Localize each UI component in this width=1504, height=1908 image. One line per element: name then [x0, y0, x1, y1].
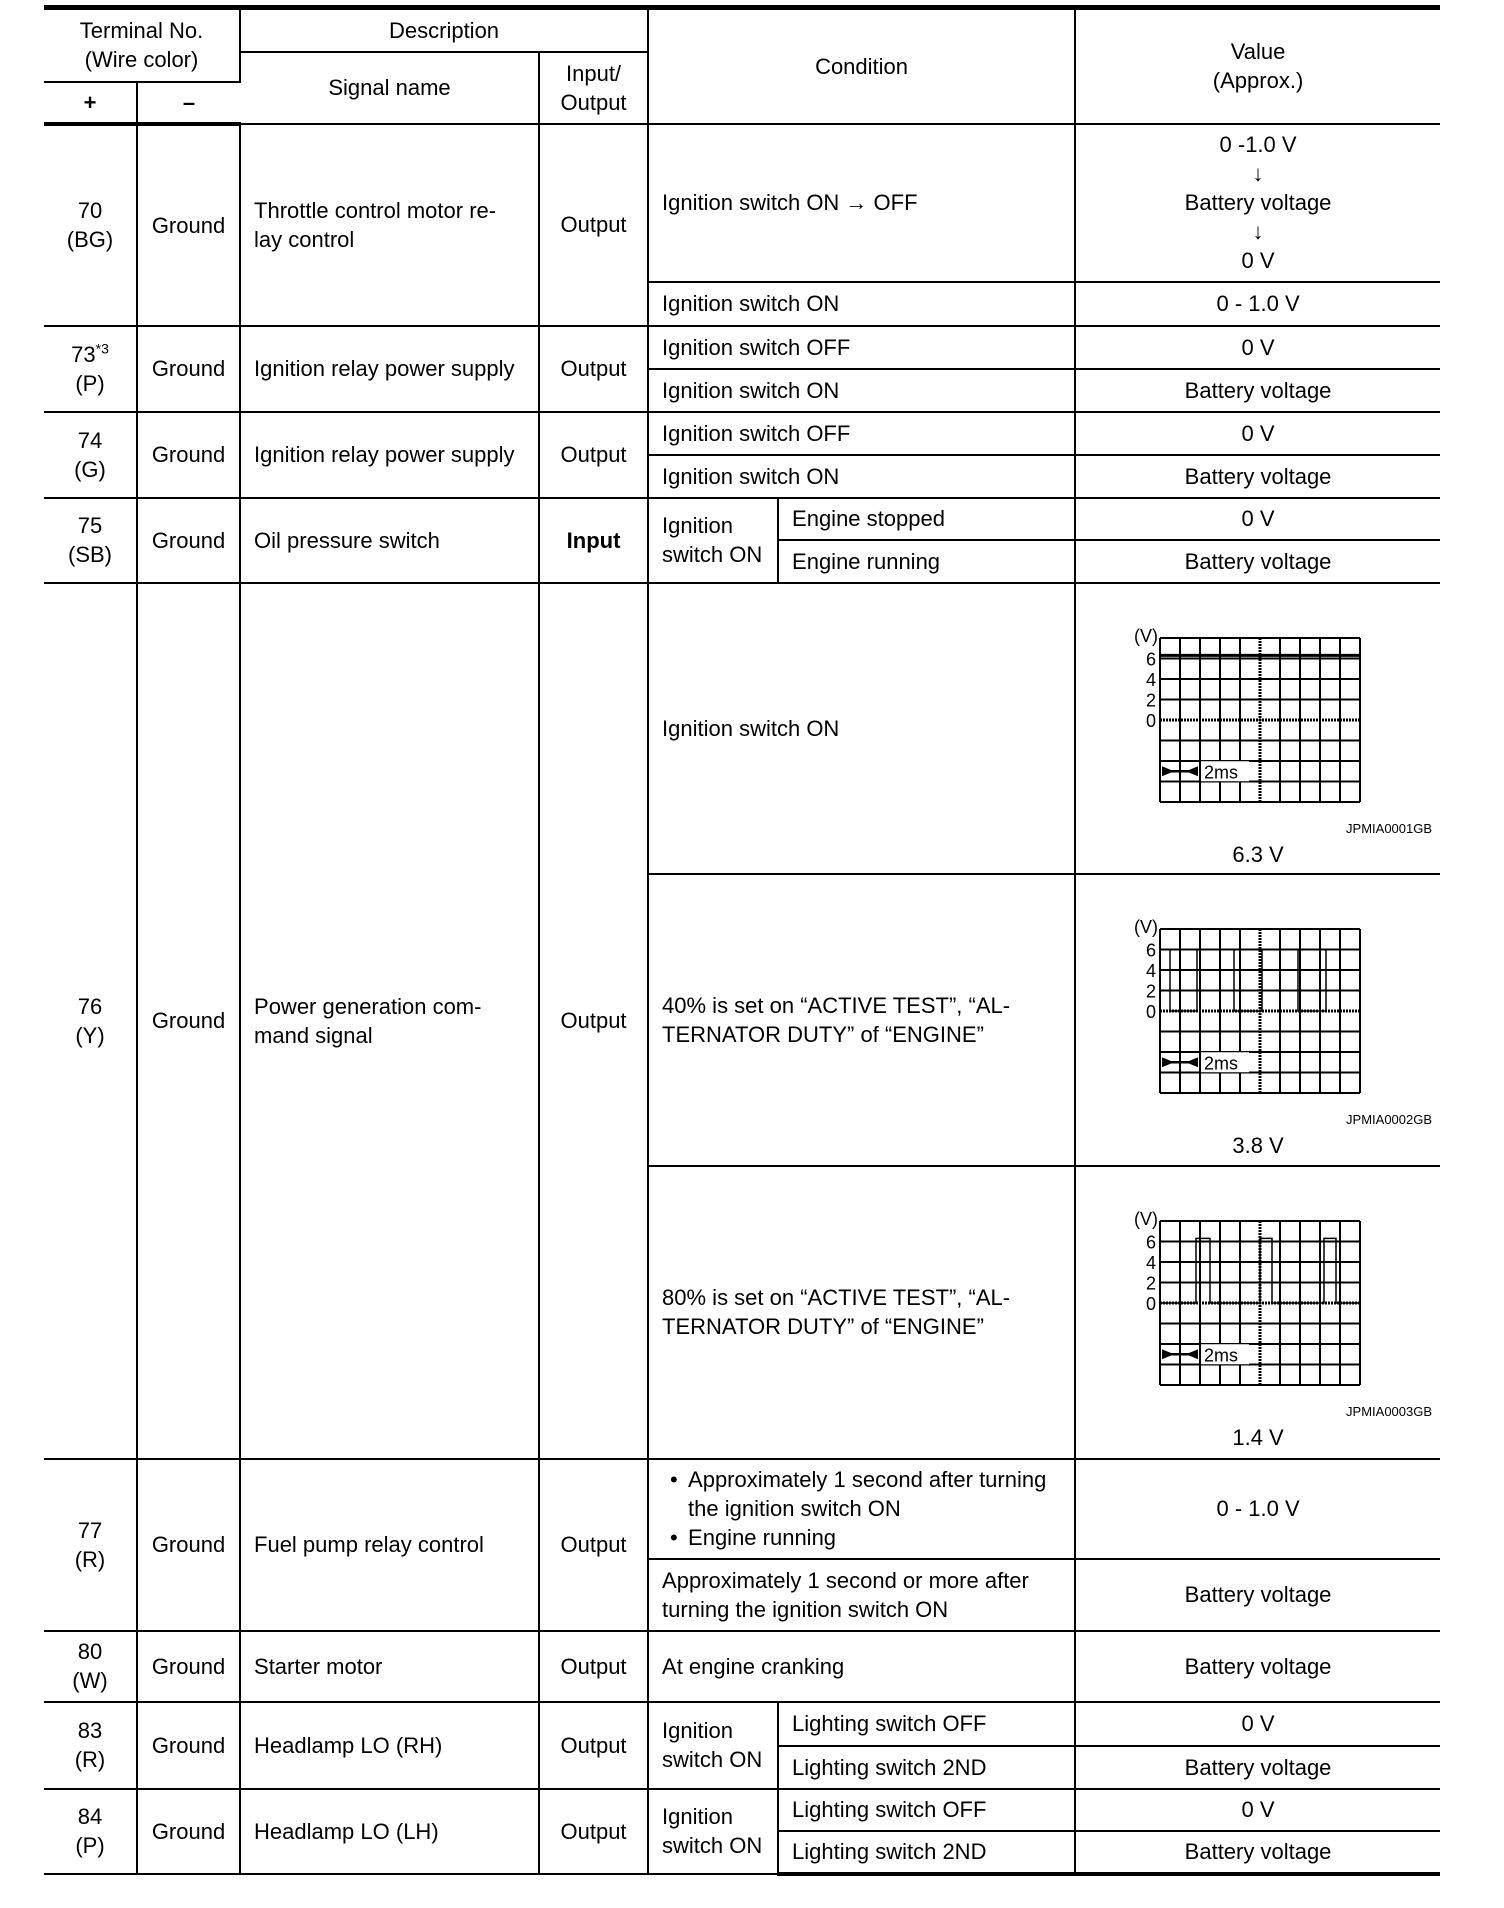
condition: Ignition switch ON — [648, 455, 1075, 498]
condition: Engine stopped — [778, 498, 1075, 540]
io: Input — [539, 498, 648, 583]
table-row — [44, 412, 1440, 455]
footnote-mark: *3 — [95, 340, 109, 357]
time-division-label: 2ms — [1204, 761, 1239, 782]
oscilloscope-waveform — [1120, 1207, 1365, 1387]
header-io — [539, 52, 648, 124]
terminal-number: 80 — [77, 1639, 103, 1664]
condition: At engine cranking — [648, 1631, 1075, 1702]
condition-line: Ignition — [662, 1804, 733, 1829]
header-approx: (Approx.) — [1212, 68, 1304, 94]
condition-line: turning the ignition switch ON — [662, 1596, 949, 1622]
waveform-cell — [1075, 1166, 1440, 1459]
ground: Ground — [137, 124, 240, 326]
condition: Engine running — [778, 540, 1075, 583]
signal-name: Headlamp LO (RH) — [240, 1702, 539, 1789]
value: 0 V — [1075, 498, 1440, 540]
io: Output — [539, 1459, 648, 1631]
condition-list — [662, 1465, 1074, 1552]
header-description: Description — [240, 8, 648, 52]
header-io-2: Output — [560, 89, 627, 115]
table-row — [44, 1459, 1440, 1559]
time-division-label: 2ms — [1204, 1344, 1239, 1365]
io: Output — [539, 1789, 648, 1874]
value: Battery voltage — [1075, 1746, 1440, 1789]
condition-line: Ignition — [662, 513, 733, 538]
header-signal-name: Signal name — [240, 52, 539, 124]
ground: Ground — [137, 1789, 240, 1874]
header-wire-color: (Wire color) — [84, 47, 199, 73]
value: 0 V — [1075, 412, 1440, 455]
value: Battery voltage — [1075, 540, 1440, 583]
terminal-number: 73 — [71, 341, 96, 367]
wire-color: (BG) — [66, 227, 114, 252]
ground: Ground — [137, 1702, 240, 1789]
table-row — [44, 583, 1440, 874]
terminal-no — [44, 1789, 137, 1874]
table-row — [44, 498, 1440, 540]
arrow-head-icon — [1162, 766, 1174, 776]
condition-line: TERNATOR DUTY” of “ENGINE” — [662, 1021, 984, 1047]
waveform-trace — [1160, 1238, 1360, 1303]
value: Battery voltage — [1075, 455, 1440, 498]
terminal-number: 77 — [77, 1517, 103, 1543]
value: 1.4 V — [1232, 1424, 1284, 1450]
y-tick-label: 0 — [1146, 1293, 1157, 1314]
terminal-no — [44, 1631, 137, 1702]
waveform-cell — [1075, 874, 1440, 1166]
value: 0 V — [1075, 1702, 1440, 1746]
y-tick-label: 0 — [1146, 710, 1157, 731]
header-condition: Condition — [648, 8, 1075, 124]
value: Battery voltage — [1075, 1831, 1440, 1874]
condition: Ignition switch ON — [648, 282, 1075, 326]
y-tick-label: 4 — [1146, 1252, 1157, 1273]
terminal-number: 75 — [77, 513, 103, 538]
y-tick-label: 4 — [1146, 669, 1157, 690]
signal-line: Power generation com- — [254, 993, 482, 1019]
condition — [648, 1166, 1075, 1459]
arrow-head-icon — [1186, 1057, 1198, 1067]
condition — [648, 1459, 1075, 1559]
io: Output — [539, 1631, 648, 1702]
y-tick-label: 6 — [1146, 1232, 1157, 1252]
signal-name — [240, 124, 539, 326]
terminal-number: 83 — [77, 1718, 103, 1743]
table-row — [44, 1789, 1440, 1831]
wire-color: (Y) — [75, 1022, 105, 1048]
waveform-cell — [1075, 583, 1440, 874]
condition: Ignition switch ON — [648, 369, 1075, 412]
y-tick-label: 6 — [1146, 649, 1157, 669]
value: 0 V — [1075, 326, 1440, 369]
io: Output — [539, 412, 648, 498]
header-minus: – — [137, 82, 240, 124]
ground: Ground — [137, 412, 240, 498]
signal-line: mand signal — [254, 1022, 373, 1048]
condition-line: Approximately 1 second or more after — [662, 1567, 1029, 1593]
condition-line: the ignition switch ON — [688, 1496, 901, 1521]
ground: Ground — [137, 583, 240, 1459]
header-terminal-label: Terminal No. — [79, 18, 204, 44]
table-row — [44, 1631, 1440, 1702]
condition-line: switch ON — [662, 542, 763, 567]
condition-group — [648, 1789, 778, 1874]
condition-group — [648, 498, 778, 583]
terminal-no — [44, 412, 137, 498]
terminal-no — [44, 124, 137, 326]
figure-code: JPMIA0003GB — [1346, 1403, 1433, 1419]
down-arrow-icon: ↓ — [1252, 161, 1264, 186]
condition-line: 80% is set on “ACTIVE TEST”, “AL- — [662, 1285, 1011, 1310]
condition — [648, 874, 1075, 1166]
header-value — [1075, 8, 1440, 124]
terminal-no — [44, 1702, 137, 1789]
oscilloscope-waveform — [1120, 915, 1365, 1095]
y-axis-label: (V) — [1134, 625, 1159, 646]
terminal-number: 84 — [77, 1804, 103, 1829]
wire-color: (R) — [74, 1546, 106, 1572]
signal-name: Fuel pump relay control — [240, 1459, 539, 1631]
value: Battery voltage — [1075, 1631, 1440, 1702]
value-line: 0 -1.0 V — [1219, 132, 1297, 157]
figure-code: JPMIA0002GB — [1346, 1111, 1433, 1127]
header-io-1: Input/ — [566, 60, 622, 86]
terminal-no — [44, 1459, 137, 1631]
arrow-head-icon — [1162, 1057, 1174, 1067]
value: Battery voltage — [1075, 1559, 1440, 1631]
condition: Lighting switch 2ND — [778, 1746, 1075, 1789]
condition: Lighting switch OFF — [778, 1789, 1075, 1831]
condition: Ignition switch OFF — [648, 326, 1075, 369]
signal-line: Throttle control motor re- — [254, 197, 497, 223]
y-tick-label: 2 — [1146, 981, 1157, 1001]
value-line: 0 V — [1241, 248, 1275, 273]
signal-name: Headlamp LO (LH) — [240, 1789, 539, 1874]
signal-name: Oil pressure switch — [240, 498, 539, 583]
wire-color: (G) — [74, 456, 106, 482]
signal-line: lay control — [254, 226, 355, 252]
y-tick-label: 2 — [1146, 690, 1157, 710]
y-axis-label: (V) — [1134, 916, 1159, 937]
value: 6.3 V — [1232, 841, 1284, 867]
header-value-label: Value — [1230, 39, 1286, 65]
condition: Ignition switch ON — [648, 583, 1075, 874]
wire-color: (P) — [75, 1833, 105, 1858]
value — [1075, 124, 1440, 282]
terminal-no — [44, 583, 137, 1459]
list-item: • Engine running — [688, 1523, 1074, 1552]
terminal-number: 70 — [77, 198, 103, 223]
signal-name: Starter motor — [240, 1631, 539, 1702]
value-line: Battery voltage — [1184, 190, 1332, 215]
condition: Lighting switch 2ND — [778, 1831, 1075, 1874]
time-division-label: 2ms — [1204, 1052, 1239, 1073]
arrow-head-icon — [1186, 1349, 1198, 1359]
oscilloscope-waveform — [1120, 624, 1365, 804]
terminal-no — [44, 326, 137, 412]
wire-color: (W) — [72, 1668, 108, 1693]
terminal-table — [44, 5, 1440, 1876]
io: Output — [539, 326, 648, 412]
arrow-head-icon — [1162, 1349, 1174, 1359]
condition-line: switch ON — [662, 1747, 763, 1772]
table-row — [44, 326, 1440, 369]
condition-line: Approximately 1 second after turning — [688, 1467, 1047, 1492]
terminal-no — [44, 498, 137, 583]
value: 0 V — [1075, 1789, 1440, 1831]
y-tick-label: 6 — [1146, 940, 1157, 960]
arrow-head-icon — [1186, 766, 1198, 776]
condition: Ignition switch ON → OFF — [648, 124, 1075, 282]
wire-color: (R) — [74, 1747, 106, 1772]
value: 0 - 1.0 V — [1075, 1459, 1440, 1559]
condition: Lighting switch OFF — [778, 1702, 1075, 1746]
down-arrow-icon: ↓ — [1252, 219, 1264, 244]
condition-line: 40% is set on “ACTIVE TEST”, “AL- — [662, 992, 1011, 1018]
condition: Ignition switch OFF — [648, 412, 1075, 455]
y-tick-label: 0 — [1146, 1001, 1157, 1022]
header-terminal — [44, 8, 240, 82]
signal-name — [240, 583, 539, 1459]
condition-line: TERNATOR DUTY” of “ENGINE” — [662, 1314, 984, 1339]
list-item — [688, 1465, 1074, 1523]
condition-group — [648, 1702, 778, 1789]
io: Output — [539, 583, 648, 1459]
terminal-number: 76 — [77, 993, 103, 1019]
signal-name: Ignition relay power supply — [240, 326, 539, 412]
wire-color: (P) — [75, 370, 105, 396]
table-row — [44, 1702, 1440, 1746]
y-tick-label: 4 — [1146, 960, 1157, 981]
value: 3.8 V — [1232, 1132, 1284, 1158]
header-plus: + — [44, 82, 137, 124]
ground: Ground — [137, 1631, 240, 1702]
signal-name: Ignition relay power supply — [240, 412, 539, 498]
ground: Ground — [137, 498, 240, 583]
figure-code: JPMIA0001GB — [1346, 820, 1433, 836]
ground: Ground — [137, 1459, 240, 1631]
y-axis-label: (V) — [1134, 1208, 1159, 1229]
value: Battery voltage — [1075, 369, 1440, 412]
terminal-number: 74 — [77, 427, 103, 453]
ground: Ground — [137, 326, 240, 412]
wire-color: (SB) — [68, 542, 112, 567]
value: 0 - 1.0 V — [1075, 282, 1440, 326]
condition-line: Ignition — [662, 1718, 733, 1743]
condition — [648, 1559, 1075, 1631]
io: Output — [539, 124, 648, 326]
io: Output — [539, 1702, 648, 1789]
y-tick-label: 2 — [1146, 1273, 1157, 1293]
table-row — [44, 124, 1440, 282]
condition-line: switch ON — [662, 1833, 763, 1858]
